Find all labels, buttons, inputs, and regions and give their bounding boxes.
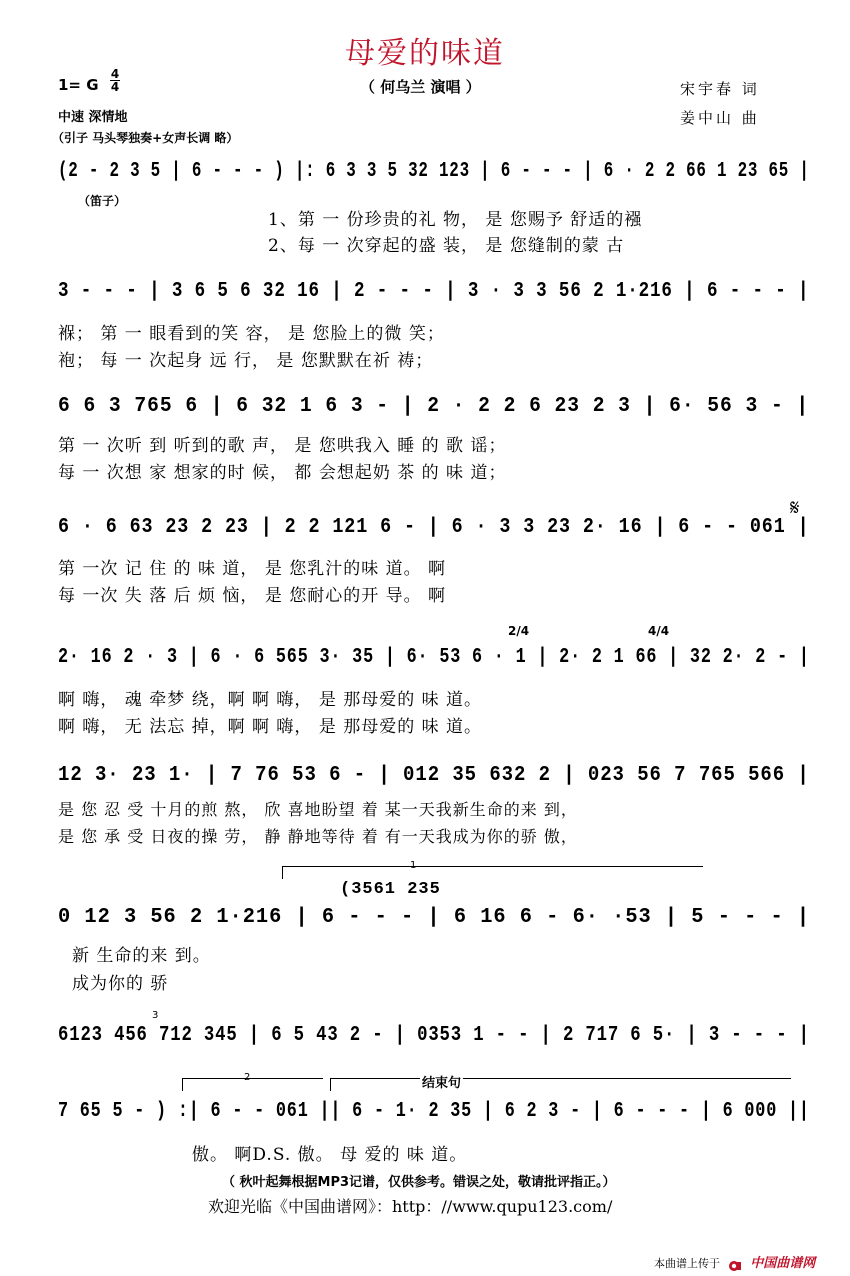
lyric-line-2b: 袍； 每 一 次起身 远 行， 是 您默默在祈 祷； [58,351,434,371]
brand-logo-icon [728,1257,742,1269]
transcription-note: （ 秋叶起舞根据MP3记谱，仅供参考。错误之处，敬请批评指正。） [222,1175,616,1190]
score-line-1: (2 - 2 3 5 | 6 - - - ) |: 6 3 3 5 32 123 | 6 - - - | 6 · 2 2 66 1 23 65 | [58,160,810,183]
triplet-mark: 3 [152,1010,159,1021]
key-label: 1= G [58,76,99,94]
time-bottom: 4 [110,80,120,94]
ending-label: 结束句 [420,1072,463,1091]
lyric-line-7b: 成为你的 骄 [72,974,169,994]
score-line-2: 3 - - - | 3 6 5 6 32 16 | 2 - - - | 3 · 3 3 56 2 1·216 | 6 - - - | [58,280,810,303]
volta-number-1: 1 [410,860,417,871]
score-line-8: 6123 456 712 345 | 6 5 43 2 - | 0353 1 - - | 2 717 6 5· | 3 - - - | [58,1024,810,1047]
lyric-line-5a: 啊 嗨， 魂 牵梦 绕，啊 啊 嗨， 是 那母爱的 味 道。 [58,690,483,710]
time-change-2-4: 2/4 [508,624,530,638]
tempo-marking: 中速 深情地 [58,110,128,125]
singer-credit: （ 何乌兰 演唱 ） [360,78,481,96]
paren-notes: (3561 235 [340,880,441,899]
lyric-line-7a: 新 生命的来 到。 [72,946,211,966]
volta-bracket-1 [282,866,703,879]
flute-label: （笛子） [78,194,127,208]
time-change-4-4: 4/4 [648,624,670,638]
score-line-5: 2· 16 2 · 3 | 6 · 6 565 3· 35 | 6· 53 6 · 1 | 2· 2 1 66 | 32 2· 2 - | [58,646,810,669]
score-line-7: 0 12 3 56 2 1·216 | 6 - - - | 6 16 6 - 6· ·53 | 5 - - - | [58,906,811,929]
score-line-6: 12 3· 23 1· | 7 76 53 6 - | 012 35 632 2 | 023 56 7 765 566 | [58,764,810,787]
ending-bracket [330,1078,791,1091]
intro-note: （引子 马头琴独奏+女声长调 略） [52,131,239,145]
lyric-line-2a: 褓； 第 一 眼看到的笑 容， 是 您脸上的微 笑； [58,324,445,344]
watermark [654,1252,815,1271]
lyric-line-3b: 每 一 次想 家 想家的时 候， 都 会想起奶 茶 的 味 道； [58,463,507,483]
lyric-line-3a: 第 一 次听 到 听到的歌 声， 是 您哄我入 睡 的 歌 谣； [58,436,507,456]
watermark-brand: 中国曲谱网 [750,1256,816,1271]
lyric-line-6a: 是 您 忍 受 十月的煎 熬， 欣 喜地盼望 着 某一天我新生命的来 到， [58,800,578,819]
welcome-line: 欢迎光临《中国曲谱网》：http：//www.qupu123.com/ [208,1197,613,1216]
lyric-line-1a: 1、第 一 份珍贵的礼 物， 是 您赐予 舒适的襁 [268,210,643,230]
lyric-line-1b: 2、每 一 次穿起的盛 装， 是 您缝制的蒙 古 [268,236,625,256]
segno-sign: 𝄋 [790,496,800,521]
score-line-3: 6 6 3 765 6 | 6 32 1 6 3 - | 2 · 2 2 6 23 2 3 | 6· 56 3 - | [58,395,810,418]
lyric-line-5b: 啊 嗨， 无 法忘 掉，啊 啊 嗨， 是 那母爱的 味 道。 [58,717,483,737]
score-line-9: 7 65 5 - ) :| 6 - - 061 || 6 - 1· 2 35 | 6 2 3 - | 6 - - - | 6 000 || [58,1100,810,1123]
volta-bracket-2 [182,1078,323,1091]
lyric-line-9: 傲。 啊D.S. 傲。 母 爱的 味 道。 [192,1145,468,1165]
page-title: 母爱的味道 [345,36,505,71]
lyric-line-4a: 第 一次 记 住 的 味 道， 是 您乳汁的味 道。 啊 [58,559,447,579]
key-signature [58,76,99,94]
time-top: 4 [110,67,120,81]
watermark-text: 本曲谱上传于 [654,1257,720,1270]
score-line-4: 6 · 6 63 23 2 23 | 2 2 121 6 - | 6 · 3 3 23 2· 16 | 6 - - 061 | [58,516,810,539]
lyric-line-6b: 是 您 承 受 日夜的操 劳， 静 静地等待 着 有一天我成为你的骄 傲， [58,827,578,846]
lyric-line-4b: 每 一次 失 落 后 烦 恼， 是 您耐心的开 导。 啊 [58,586,447,606]
volta-number-2: 2 [244,1072,251,1083]
composer-credit: 姜中山 曲 [680,109,760,127]
time-signature [110,68,120,93]
lyricist-credit: 宋宇春 词 [680,80,760,98]
